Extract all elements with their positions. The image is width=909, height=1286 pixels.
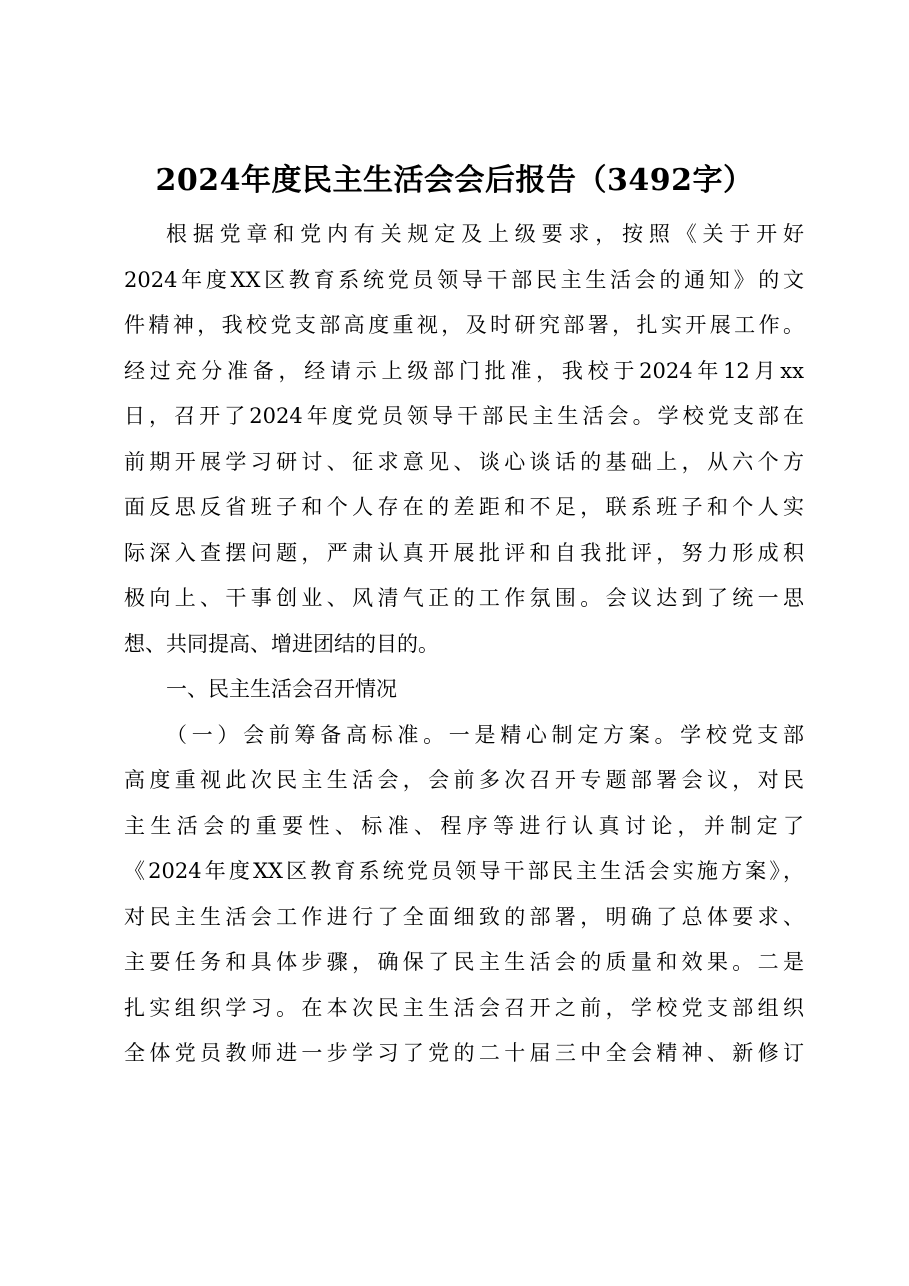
paragraph-line: 际深入查摆问题，严肃认真开展批评和自我批评，努力形成积 — [124, 540, 804, 565]
paragraph-line: 根据党章和党内有关规定及上级要求，按照《关于开好 — [166, 222, 804, 246]
document-body — [124, 212, 804, 1077]
paragraph-line: 主要任务和具体步骤，确保了民主生活会的质量和效果。二是 — [124, 950, 804, 974]
paragraph-line: 面反思反省班子和个人存在的差距和不足，联系班子和个人实 — [124, 495, 804, 519]
document-title: 2024年度民主生活会会后报告（3492字） — [155, 163, 754, 198]
section-heading: 一、民主生活会召开情况 — [166, 677, 397, 701]
paragraph-line: 极向上、干事创业、风清气正的工作氛围。会议达到了统一思 — [124, 586, 804, 610]
paragraph-line: 主生活会的重要性、标准、程序等进行认真讨论，并制定了 — [124, 813, 804, 838]
paragraph-line: 《2024年度XX区教育系统党员领导干部民主生活会实施方案》， — [124, 859, 804, 883]
paragraph-line: 前期开展学习研讨、征求意见、谈心谈话的基础上，从六个方 — [124, 449, 804, 474]
paragraph-line: （一）会前筹备高标准。一是精心制定方案。学校党支部 — [166, 722, 804, 747]
paragraph-line: 经过充分准备，经请示上级部门批准，我校于2024年12月xx — [124, 358, 804, 383]
paragraph-line: 想、共同提高、增进团结的目的。 — [124, 631, 439, 656]
paragraph-line: 件精神，我校党支部高度重视，及时研究部署，扎实开展工作。 — [124, 313, 804, 337]
paragraph-line: 日，召开了2024年度党员领导干部民主生活会。学校党支部在 — [124, 404, 804, 428]
paragraph-line: 高度重视此次民主生活会，会前多次召开专题部署会议，对民 — [124, 768, 804, 792]
paragraph-line: 对民主生活会工作进行了全面细致的部署，明确了总体要求、 — [124, 904, 804, 929]
paragraph-line: 全体党员教师进一步学习了党的二十届三中全会精神、新修订 — [124, 1041, 804, 1065]
paragraph-line: 扎实组织学习。在本次民主生活会召开之前，学校党支部组织 — [124, 995, 804, 1020]
paragraph-line: 2024年度XX区教育系统党员领导干部民主生活会的通知》的文 — [124, 267, 804, 292]
